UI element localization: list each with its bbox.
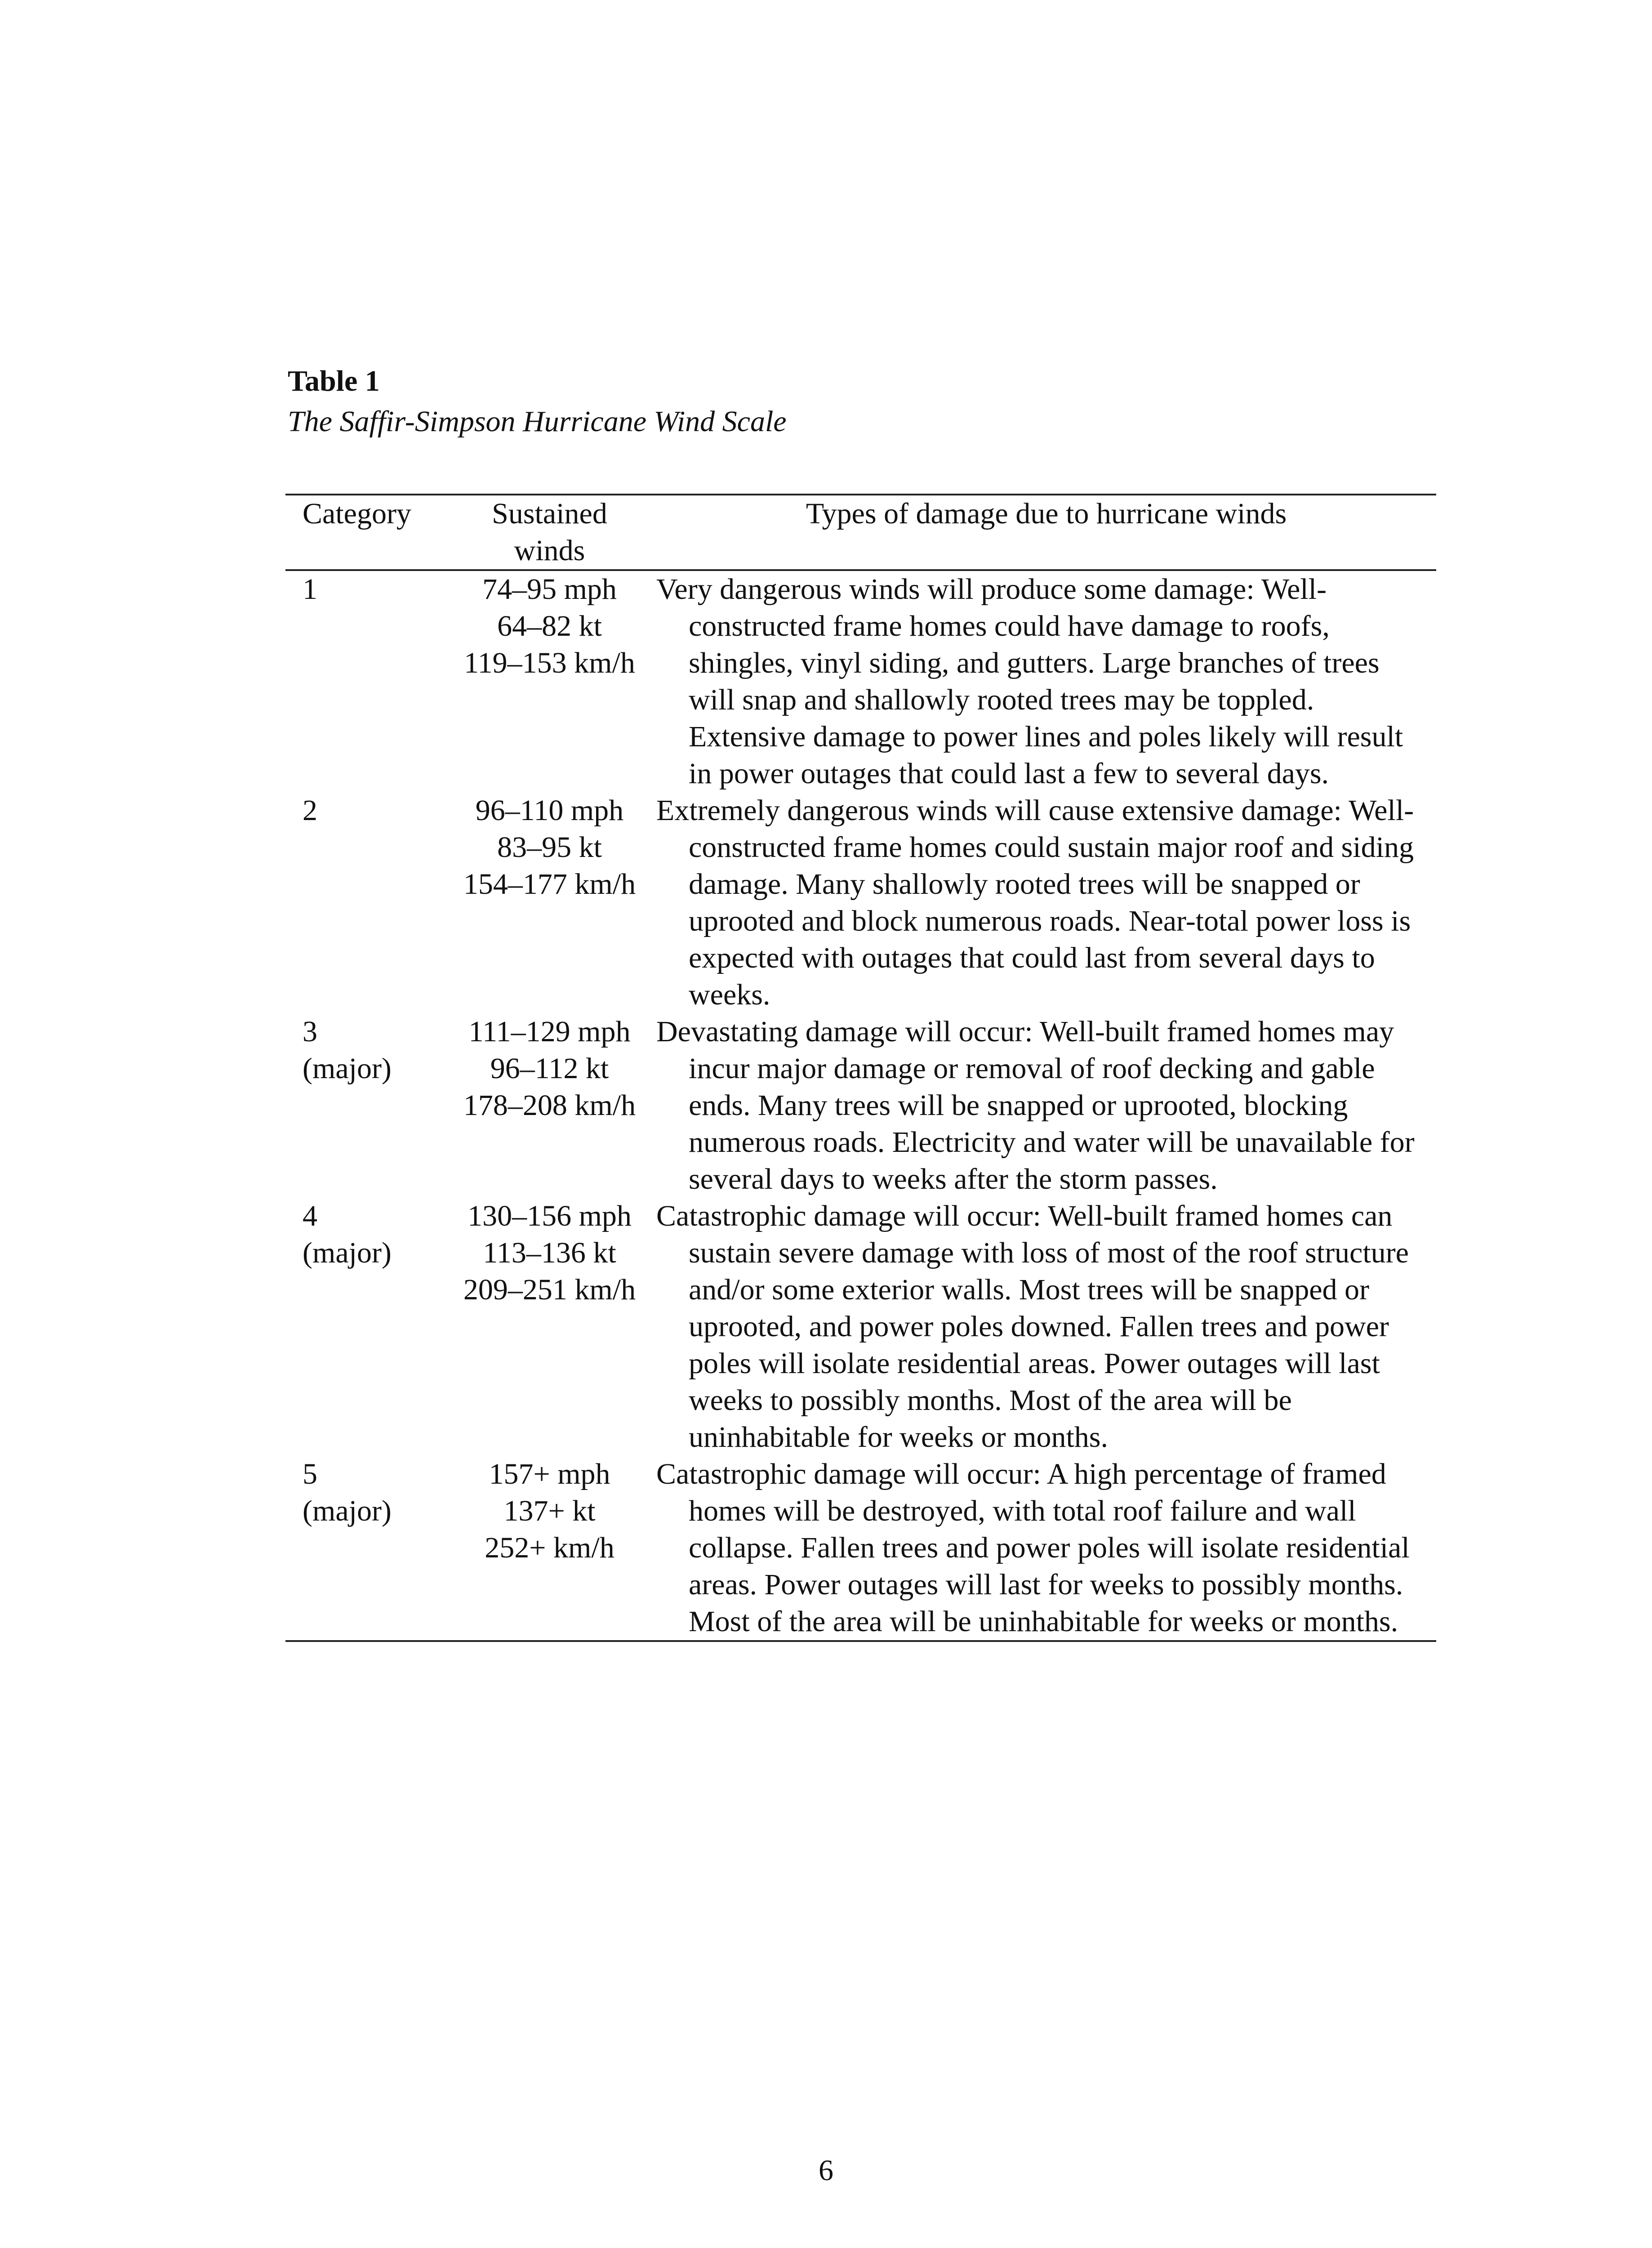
winds-mph: 111–129 mph (468, 1015, 631, 1048)
winds-cell (443, 1456, 656, 1641)
category-value: 2 (303, 794, 317, 827)
winds-kmh: 178–208 km/h (463, 1089, 636, 1122)
damage-description: Devastating damage will occur: Well-built framed homes may incur major damage or removal of roof decking and gable ends. Many trees will be snapped or uprooted, blocking numerous roads. Electricity and water will be unavailable for several days to weeks after the storm passes. (656, 1015, 1415, 1195)
winds-cell (443, 570, 656, 792)
table-row (285, 1456, 1436, 1641)
header-winds-line1: Sustained (492, 497, 607, 530)
hurricane-scale-table-container (285, 494, 1436, 1642)
winds-mph: 96–110 mph (475, 794, 624, 827)
damage-description: Catastrophic damage will occur: Well-built framed homes can sustain severe damage with loss of most of the roof structure and/or some exterior walls. Most trees will be snapped or uprooted, and power poles downed. Fallen trees and power poles will isolate residential areas. Power outages will last weeks to possibly months. Most of the area will be uninhabitable for weeks or months. (656, 1200, 1409, 1454)
table-number: Table 1 (288, 365, 380, 397)
category-value: 4 (303, 1200, 317, 1232)
winds-mph: 74–95 mph (482, 573, 617, 606)
header-sustained-winds (443, 495, 656, 570)
hurricane-scale-table (285, 494, 1436, 1642)
category-value: 1 (303, 573, 317, 606)
winds-kt: 83–95 kt (497, 831, 602, 864)
category-cell (285, 1013, 443, 1198)
table-row (285, 1013, 1436, 1198)
winds-mph: 130–156 mph (468, 1200, 632, 1232)
winds-kt: 113–136 kt (483, 1236, 616, 1269)
category-cell (285, 1198, 443, 1456)
category-cell (285, 570, 443, 792)
table-row (285, 1198, 1436, 1456)
winds-cell (443, 1198, 656, 1456)
header-types-of-damage: Types of damage due to hurricane winds (806, 497, 1287, 530)
winds-kt: 96–112 kt (490, 1052, 609, 1085)
damage-description: Catastrophic damage will occur: A high percentage of framed homes will be destroyed, with total roof failure and wall collapse. Fallen trees and power poles will isolate residential areas. Power outages will last for weeks to possibly months. Most of the area will be uninhabitable for weeks or months. (656, 1458, 1410, 1638)
header-category: Category (303, 497, 411, 530)
winds-cell (443, 1013, 656, 1198)
table-row (285, 792, 1436, 1013)
category-value: 3 (303, 1015, 317, 1048)
table-title: The Saffir-Simpson Hurricane Wind Scale (288, 405, 787, 438)
category-note: (major) (303, 1494, 392, 1527)
page-number: 6 (819, 2154, 833, 2187)
header-winds-line2: winds (514, 534, 585, 567)
table-row (285, 570, 1436, 792)
winds-cell (443, 792, 656, 1013)
category-value: 5 (303, 1458, 317, 1490)
table-header-row (285, 495, 1436, 570)
category-cell (285, 1456, 443, 1641)
category-note: (major) (303, 1236, 392, 1269)
winds-kmh: 209–251 km/h (463, 1273, 636, 1306)
winds-kt: 64–82 kt (497, 610, 602, 642)
damage-description: Very dangerous winds will produce some damage: Well-constructed frame homes could have damage to roofs, shingles, vinyl siding, and gutters. Large branches of trees will snap and shallowly rooted trees may be toppled. Extensive damage to power lines and poles likely will result in power outages that could last a few to several days. (656, 573, 1403, 790)
category-cell (285, 792, 443, 1013)
category-note: (major) (303, 1052, 392, 1085)
winds-kmh: 119–153 km/h (464, 647, 635, 679)
winds-mph: 157+ mph (489, 1458, 610, 1490)
winds-kt: 137+ kt (503, 1494, 596, 1527)
winds-kmh: 154–177 km/h (463, 868, 636, 901)
winds-kmh: 252+ km/h (485, 1531, 614, 1564)
damage-description: Extremely dangerous winds will cause extensive damage: Well-constructed frame homes could sustain major roof and siding damage. Many shallowly rooted trees will be snapped or uprooted and block numerous roads. Near-total power loss is expected with outages that could last from several days to weeks. (656, 794, 1414, 1011)
